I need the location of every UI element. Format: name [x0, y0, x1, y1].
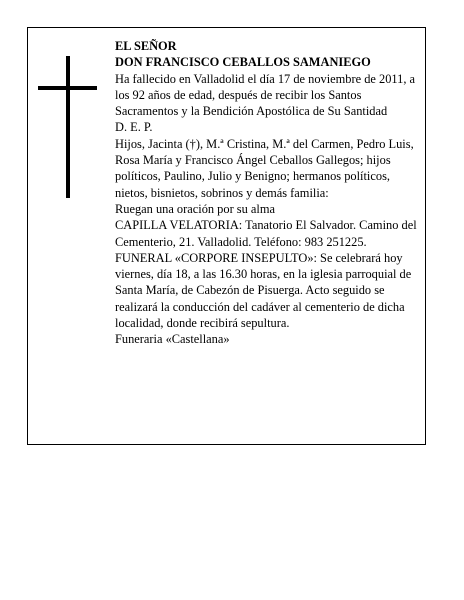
obituary-text	[115, 38, 421, 348]
funeral-info: FUNERAL «CORPORE INSEPULTO»: Se celebrará hoy viernes, día 18, a las 16.30 horas, en la iglesia parroquial de Santa María, de Cabezón de Pisuerga. Acto seguido se realizará la conducción del cadáver al cementerio de dicha localidad, donde recibirá sepultura.	[115, 250, 412, 331]
deceased-name: DON FRANCISCO CEBALLOS SAMANIEGO	[115, 55, 371, 70]
obituary-title: EL SEÑOR	[115, 39, 177, 53]
funeral-home: Funeraria «Castellana»	[115, 332, 230, 347]
obituary-notice	[27, 27, 426, 445]
death-notice: Ha fallecido en Valladolid el día 17 de noviembre de 2011, a los 92 años de edad, después de recibir los Santos Sacramentos y la Bendición Apostólica de Su Santidad	[115, 71, 416, 119]
cross-icon-bar	[38, 86, 97, 90]
dep-line: D. E. P.	[115, 120, 153, 135]
family-list: Hijos, Jacinta (†), M.ª Cristina, M.ª del Carmen, Pedro Luis, Rosa María y Francisco Ángel Ceballos Gallegos; hijos políticos, Paulino, Julio y Benigno; hermanos políticos, nietos, bisnietos, sobrinos y demás familia:	[115, 136, 414, 200]
prayer-line: Ruegan una oración por su alma	[115, 201, 275, 216]
chapel-info: CAPILLA VELATORIA: Tanatorio El Salvador. Camino del Cementerio, 21. Valladolid. Teléfono: 983 251225.	[115, 218, 417, 249]
cross-icon	[66, 56, 70, 198]
